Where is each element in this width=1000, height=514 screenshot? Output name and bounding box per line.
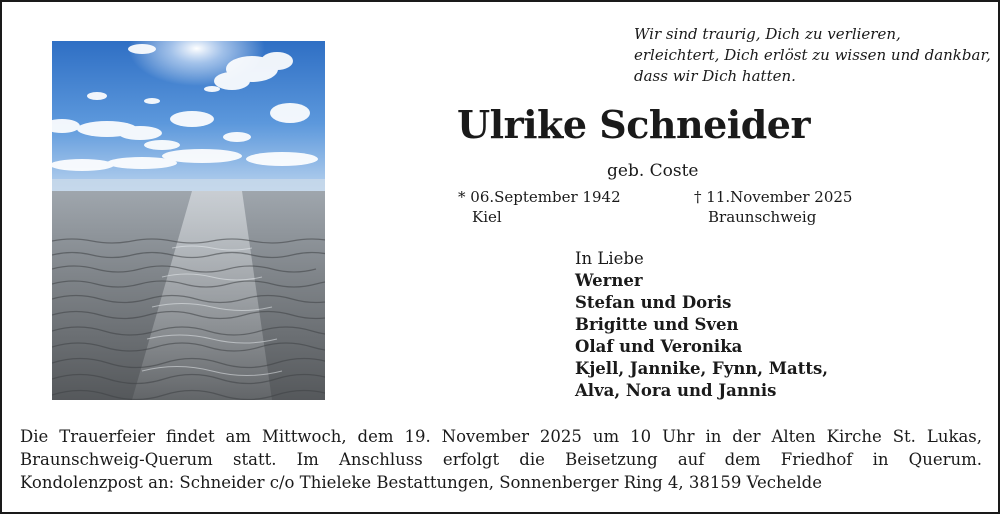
quote-line: Wir sind traurig, Dich zu verlieren,	[634, 25, 901, 43]
service-details	[20, 425, 982, 494]
family-member: Olaf und Veronika	[575, 337, 743, 356]
family-member: Werner	[575, 271, 643, 290]
family-member: Alva, Nora und Jannis	[575, 381, 777, 400]
quote-line: erleichtert, Dich erlöst zu wissen und dankbar,	[634, 46, 991, 64]
death-place: Braunschweig	[708, 208, 817, 226]
death-symbol: †	[694, 188, 702, 206]
beach-at-low-tide-photo	[52, 41, 325, 400]
death-date: 11.November 2025	[706, 188, 853, 206]
condolence-address: Kondolenzpost an: Schneider c/o Thieleke Bestattungen, Sonnenberger Ring 4, 38159 Vechelde	[20, 473, 823, 492]
birth-symbol: *	[458, 188, 466, 206]
family-member: Stefan und Doris	[575, 293, 732, 312]
family-member: Kjell, Jannike, Fynn, Matts,	[575, 359, 829, 378]
service-details-line: Die Trauerfeier findet am Mittwoch, dem 19. November 2025 um 10 Uhr in der Alten Kirche St. Lukas,	[20, 427, 982, 446]
service-details-line: Braunschweig-Querum statt. Im Anschluss erfolgt die Beisetzung auf dem Friedhof in Querum.	[20, 450, 982, 469]
birth-info	[458, 187, 621, 227]
deceased-name: Ulrike Schneider	[457, 102, 810, 147]
quote-line: dass wir Dich hatten.	[634, 67, 796, 85]
family-list	[575, 248, 828, 402]
quote	[634, 24, 994, 87]
death-info	[694, 187, 852, 227]
family-member: Brigitte und Sven	[575, 315, 739, 334]
family-intro: In Liebe	[575, 249, 644, 268]
birth-date: 06.September 1942	[470, 188, 621, 206]
birth-place: Kiel	[472, 208, 502, 226]
birth-name: geb. Coste	[607, 161, 699, 181]
